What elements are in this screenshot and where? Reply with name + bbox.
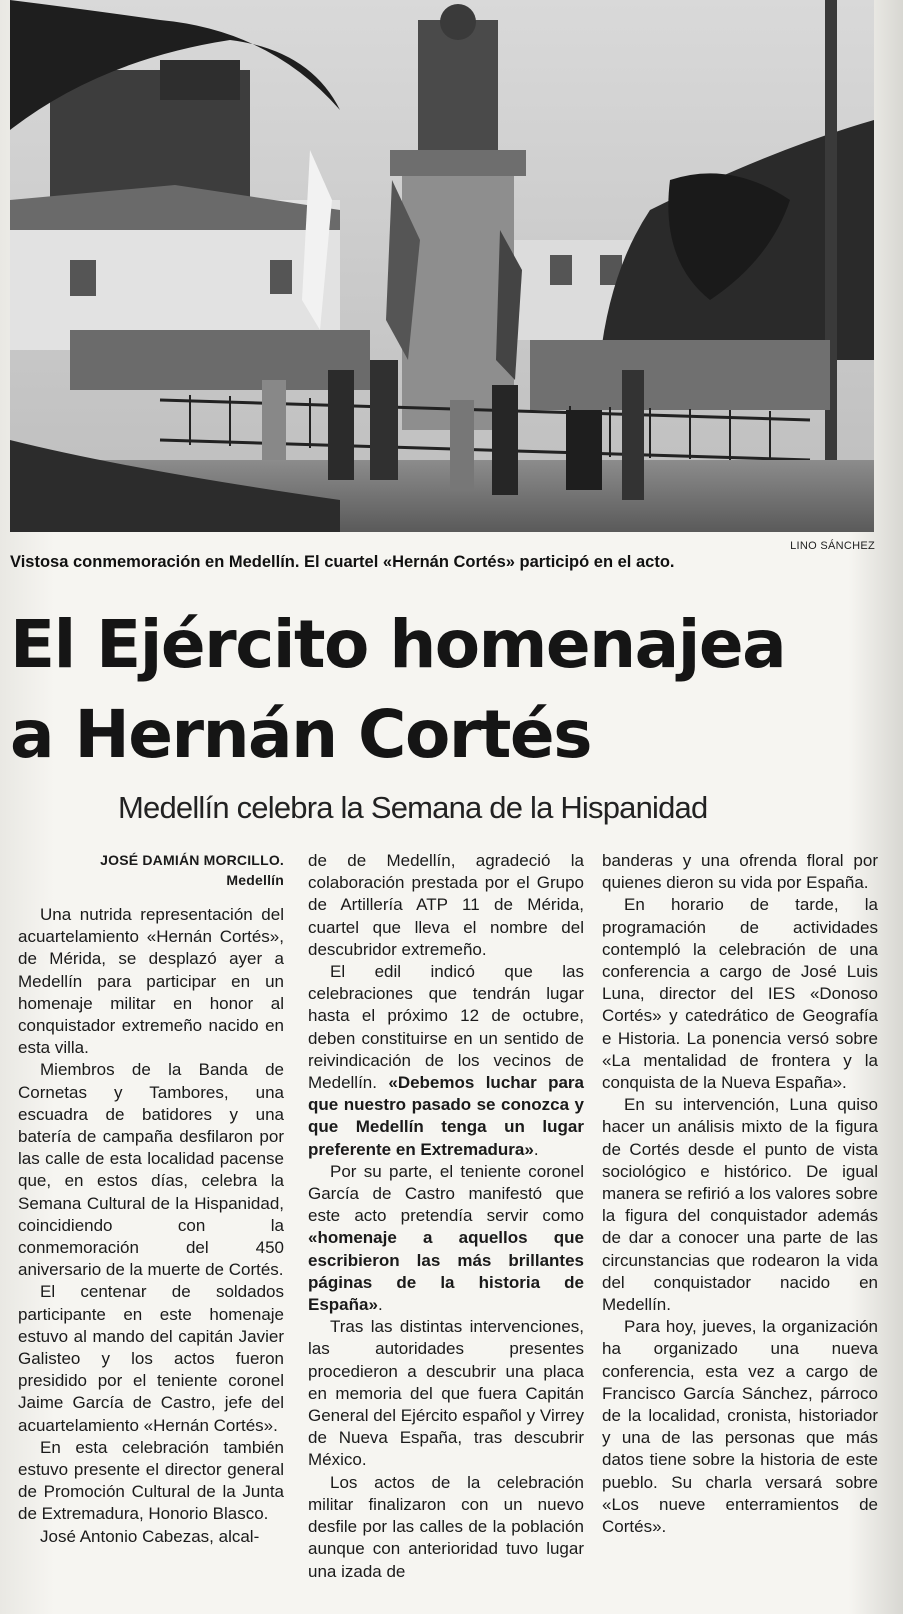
paragraph: banderas y una ofrenda floral por quienes dieron su vida por España. bbox=[602, 851, 878, 893]
paragraph: Para hoy, jueves, la organización ha organizado una nueva conferencia, esta vez a cargo de Francisco García Sánchez, párroco de la localidad, cronista, historiador y una de las personas que más datos tiene sobre la historia de este pueblo. Su charla versará sobre «Los nueve enterramientos de Cortés». bbox=[602, 1317, 878, 1537]
paragraph: En esta celebración también estuvo presente el director general de Promoción Cultural de la Junta de Extremadura, Honorio Blasco. bbox=[18, 1437, 284, 1524]
byline-author: JOSÉ DAMIÁN MORCILLO. bbox=[100, 852, 284, 868]
text-span: . bbox=[377, 1295, 383, 1315]
paragraph: El centenar de soldados participante en este homenaje estuvo al mando del capitán Javier Galisteo y los actos fueron presidido por el teniente coronel Jaime García de Castro, jefe del acuartelamiento «Hernán Cortés». bbox=[18, 1282, 284, 1435]
photo-caption: Vistosa conmemoración en Medellín. El cuartel «Hernán Cortés» participó en el acto. bbox=[10, 553, 675, 571]
paragraph: Una nutrida representación del acuartelamiento «Hernán Cortés», de Mérida, se desplazó ayer a Medellín para participar en un homenaje militar en honor al conquistador extremeño nacido en esta villa. bbox=[18, 905, 284, 1058]
paragraph: Miembros de la Banda de Cornetas y Tambores, una escuadra de batidores y una batería de campaña desfilaron por las calle de esta localidad pacense que, en estos días, celebra la Semana Cultural de la Hispanidad, coincidiendo con la conmemoración del 450 aniversario de la muerte de Cortés. bbox=[18, 1060, 284, 1280]
quote-bold: «Debemos luchar para que nuestro pasado se conozca y que Medellín tenga un lugar preferente en Extremadura» bbox=[308, 1073, 585, 1159]
headline-line-2: a Hernán Cortés bbox=[10, 696, 591, 773]
paragraph: José Antonio Cabezas, alcal- bbox=[40, 1526, 260, 1546]
text-span: El edil indicó que las celebraciones que tendrán lugar hasta el próximo 12 de octubre, deben constituirse en un sentido de reivindicación de los vecinos de Medellín. bbox=[308, 962, 584, 1093]
quote-bold: «homenaje a aquellos que escribieron las más brillantes páginas de la historia de España» bbox=[308, 1228, 584, 1315]
paragraph bbox=[308, 1161, 584, 1316]
paragraph: de de Medellín, agradeció la colaboración prestada por el Grupo de Artillería ATP 11 de Mérida, cuartel que lleva el nombre del descubridor extremeño. bbox=[308, 851, 584, 959]
headline bbox=[10, 600, 890, 780]
column-1 bbox=[18, 850, 284, 1548]
text-span: . bbox=[533, 1139, 539, 1159]
subheadline: Medellín celebra la Semana de la Hispanidad bbox=[118, 790, 708, 825]
column-3 bbox=[602, 850, 878, 1538]
byline-location: Medellín bbox=[226, 872, 284, 888]
monument-ceremony-image bbox=[10, 0, 874, 532]
paragraph: Los actos de la celebración militar finalizaron con un nuevo desfile por las calles de la población aunque con anterioridad tuvo lugar una izada de bbox=[308, 1472, 584, 1581]
paragraph: Tras las distintas intervenciones, las autoridades presentes procedieron a descubrir una placa en memoria del que fuera Capitán General del Ejército español y Virrey de Nueva España, tras descubrir México. bbox=[308, 1317, 584, 1470]
commemoration-photo bbox=[10, 0, 874, 532]
headline-line-1: El Ejército homenajea bbox=[10, 606, 786, 683]
paragraph: En horario de tarde, la programación de actividades contempló la celebración de una conferencia a cargo de José Luis Luna, director del IES «Donoso Cortés» y catedrático de Geografía e Historia. La ponencia versó sobre «La mentalidad de frontera y la conquista de la Nueva España». bbox=[602, 895, 878, 1093]
text-span: Por su parte, el teniente coronel García de Castro manifestó que este acto pretendía servir como bbox=[308, 1161, 584, 1226]
paragraph: En su intervención, Luna quiso hacer un análisis mixto de la figura de Cortés desde el punto de vista sociológico e histórico. De igual manera se refirió a los valores sobre la figura del conquistador además de dar a conocer una parte de las circunstancias que rodearon la vida del conquistador nacido en Medellín. bbox=[602, 1095, 878, 1315]
column-2 bbox=[308, 850, 584, 1583]
paragraph bbox=[308, 961, 584, 1161]
photo-credit: LINO SÁNCHEZ bbox=[790, 540, 875, 552]
byline bbox=[18, 850, 284, 890]
